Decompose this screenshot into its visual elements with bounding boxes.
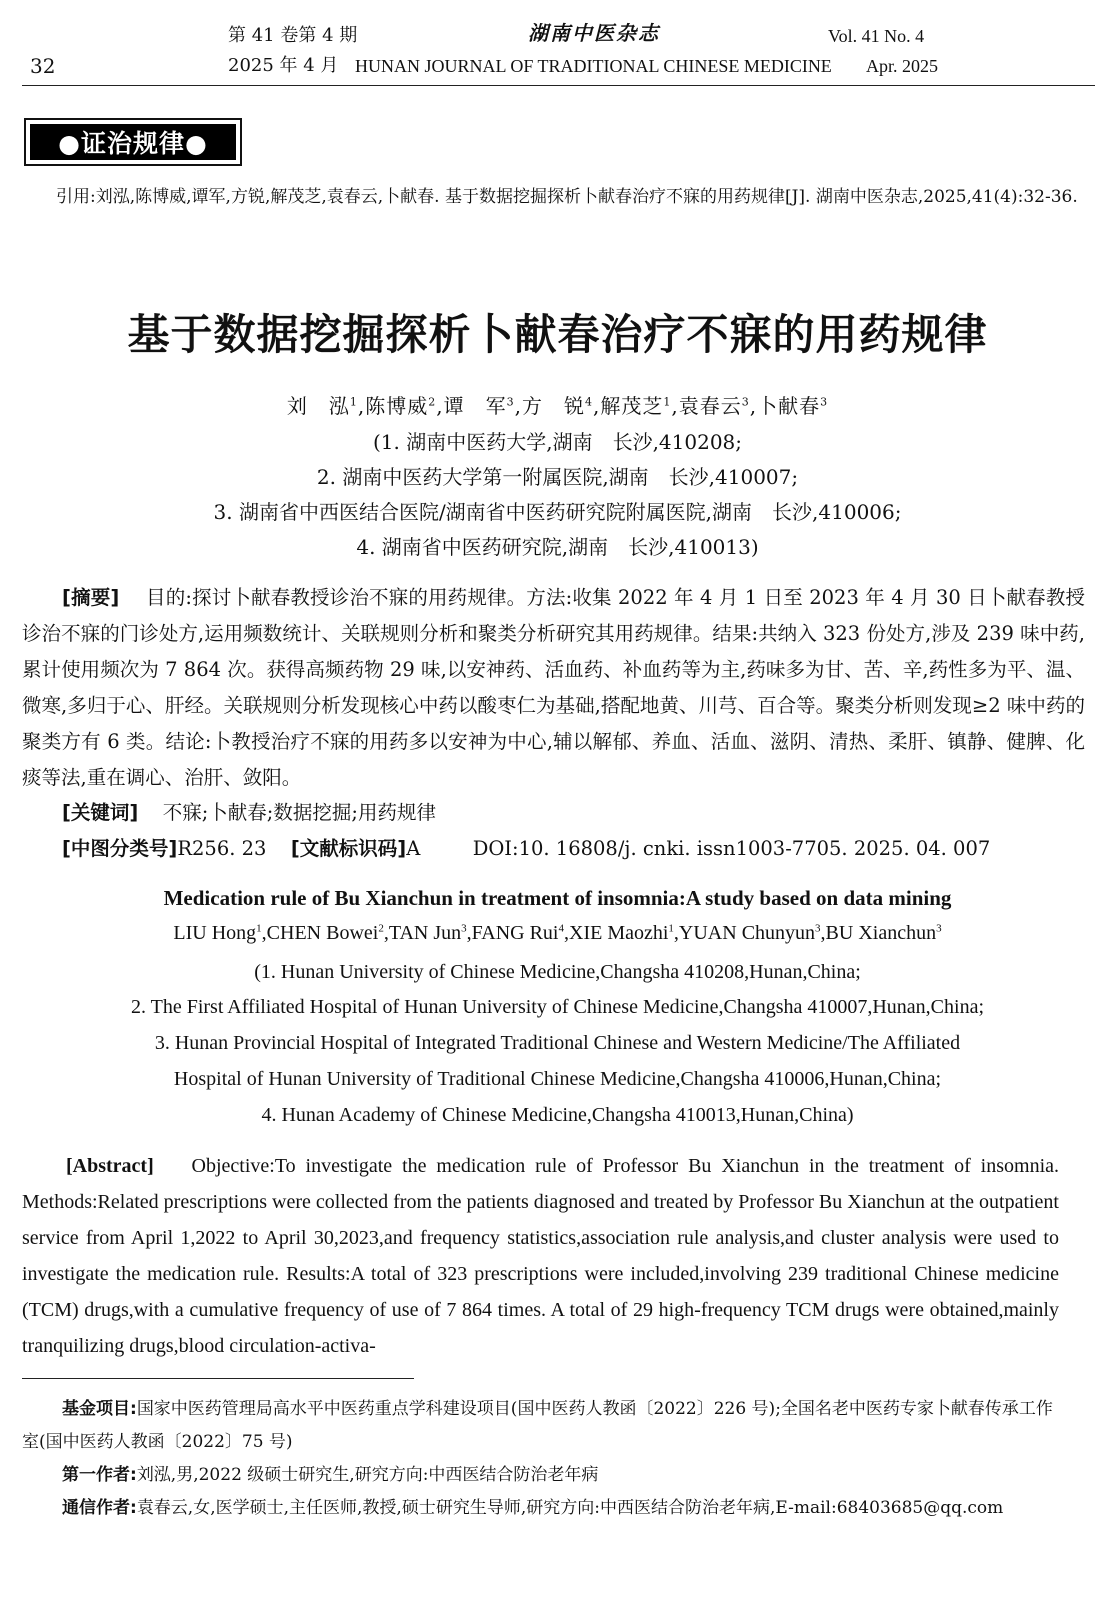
volume-en: Vol. 41 No. 4 (828, 26, 925, 46)
author-name: 方 锐 (522, 394, 585, 418)
author-affiliation-mark: 2 (378, 922, 384, 935)
author-separator: , (673, 922, 679, 944)
footnotes (22, 1393, 1059, 1525)
affiliation-cn-4: 4. 湖南省中医药研究院,湖南 长沙,410013) (356, 535, 759, 559)
author-name: 陈博威 (365, 394, 429, 418)
affiliation-en-1: (1. Hunan University of Chinese Medicine,Changsha 410208,Hunan,China; (254, 961, 861, 983)
author-affiliation-mark: 2 (428, 395, 437, 409)
affiliation-cn-2: 2. 湖南中医药大学第一附属医院,湖南 长沙,410007; (316, 465, 799, 489)
abstract-en-text: Objective:To investigate the medication rule of Professor Bu Xianchun in the treatment of insomnia. Methods:Related prescriptions were collected from the patients diagnosed and treated by Professor Bu Xianchun at the outpatient service from April 1,2022 to April 30,2023,and frequency statistics,association rule analysis,and cluster analysis were used to investigate the medication rule. Results:A total of 323 prescriptions were included,involving 239 traditional Chinese medicine (TCM) drugs,with a cumulative frequency of use of 7 864 times. A total of 29 high-frequency TCM drugs were obtained,mainly tranquilizing drugs,blood circulation-activa- (22, 1155, 1060, 1357)
author-name: 袁春云 (678, 394, 742, 418)
author-separator: , (514, 394, 522, 418)
keywords-label: [关键词] (62, 801, 139, 824)
author-separator: , (671, 394, 679, 418)
author-separator: , (749, 394, 758, 418)
affiliation-en-5: 4. Hunan Academy of Chinese Medicine,Changsha 410013,Hunan,China) (261, 1104, 854, 1126)
footnote-funding-text: 国家中医药管理局高水平中医药重点学科建设项目(国中医药人教函〔2022〕226 号);全国名老中医药专家卜献春传承工作室(国中医药人教函〔2022〕75 号) (22, 1399, 1053, 1452)
author-affiliation-mark: 3 (815, 922, 821, 935)
author-name: CHEN Bowei (266, 922, 379, 944)
author-affiliation-mark: 3 (936, 922, 942, 935)
author-name: 卜献春 (757, 394, 821, 418)
abstract-en-label: [Abstract] (66, 1155, 154, 1177)
keywords-text: 不寐;卜献春;数据挖掘;用药规律 (162, 801, 436, 824)
footnote-first-author (22, 1459, 1059, 1492)
author-name: 刘 泓 (286, 394, 350, 418)
volume-cn: 第 41 卷第 4 期 (228, 25, 358, 46)
author-affiliation-mark: 3 (461, 922, 467, 935)
author-name: LIU Hong (173, 922, 257, 944)
author-affiliation-mark: 3 (820, 395, 829, 409)
author-separator: , (261, 922, 267, 944)
author-affiliation-mark: 1 (668, 922, 674, 935)
author-separator: , (564, 922, 569, 944)
abstract-cn (22, 580, 1085, 796)
header-rule (22, 85, 1095, 86)
author-affiliation-mark: 4 (558, 922, 564, 935)
abstract-en (22, 1148, 1059, 1364)
date-en: Apr. 2025 (866, 56, 938, 76)
author-separator: , (436, 394, 444, 418)
keywords-cn (22, 795, 1085, 831)
doc-value: A (406, 837, 421, 860)
section-label-box (24, 118, 242, 166)
author-separator: , (383, 922, 389, 944)
journal-name-cn: 湖南中医杂志 (528, 21, 660, 45)
affiliation-en-2: 2. The First Affiliated Hospital of Hunan University of Chinese Medicine,Changsha 410007,Hunan,China; (130, 996, 985, 1018)
author-affiliation-mark: 1 (663, 395, 672, 409)
author-name: 谭 军 (443, 394, 507, 418)
doi: DOI:10. 16808/j. cnki. issn1003-7705. 2025. 04. 007 (472, 837, 991, 860)
author-separator: , (593, 394, 601, 418)
affiliation-en-3: 3. Hunan Provincial Hospital of Integrated Traditional Chinese and Western Medicine/The Affiliated (154, 1032, 961, 1054)
footnote-funding-label: 基金项目: (62, 1399, 137, 1419)
abstract-cn-text: 目的:探讨卜献春教授诊治不寐的用药规律。方法:收集 2022 年 4 月 1 日至 2023 年 4 月 30 日卜献春教授诊治不寐的门诊处方,运用频数统计、关联规则分析和聚类分析研究其用药规律。结果:共纳入 323 份处方,涉及 239 味中药,累计使用频次为 7 864 次。获得高频药物 29 味,以安神药、活血药、补血药等为主,药味多为甘、苦、辛,药性多为平、温、微寒,多归于心、肝经。关联规则分析发现核心中药以酸枣仁为基础,搭配地黄、川芎、百合等。聚类分析则发现≥2 味中药的聚类方有 6 类。结论:卜教授治疗不寐的用药多以安神为中心,辅以解郁、养血、活血、滋阴、清热、柔肝、镇静、健脾、化痰等法,重在调心、治肝、敛阳。 (22, 586, 1085, 789)
footnote-first-author-text: 刘泓,男,2022 级硕士研究生,研究方向:中西医结合防治老年病 (136, 1465, 599, 1485)
author-separator: , (357, 394, 366, 418)
footnote-rule (22, 1378, 414, 1379)
author-name: YUAN Chunyun (678, 922, 816, 944)
author-affiliation-mark: 1 (349, 395, 358, 409)
authors-en (0, 922, 1115, 945)
article-title-en: Medication rule of Bu Xianchun in treatment of insomnia:A study based on data mining (163, 886, 952, 910)
clc-value: R256. 23 (177, 837, 267, 860)
author-name: FANG Rui (471, 922, 559, 944)
journal-name-en: HUNAN JOURNAL OF TRADITIONAL CHINESE MEDICINE (355, 56, 832, 76)
footnote-funding (22, 1393, 1059, 1459)
doc-label: [文献标识码] (290, 837, 407, 860)
footnote-corresponding (22, 1492, 1059, 1525)
page-number: 32 (30, 54, 56, 78)
author-separator: , (466, 922, 472, 944)
footnote-first-author-label: 第一作者: (62, 1465, 137, 1485)
footnote-corresponding-text: 袁春云,女,医学硕士,主任医师,教授,硕士研究生导师,研究方向:中西医结合防治老年病,E-mail:68403685@qq.com (136, 1498, 1004, 1518)
author-affiliation-mark: 3 (741, 395, 750, 409)
authors-cn (0, 390, 1115, 419)
classification-line (22, 831, 1085, 867)
author-separator: , (820, 922, 826, 944)
author-name: XIE Maozhi (569, 922, 669, 944)
author-name: TAN Jun (388, 922, 462, 944)
abstract-cn-label: [摘要] (62, 586, 120, 609)
author-affiliation-mark: 1 (256, 922, 262, 935)
clc-label: [中图分类号] (62, 837, 178, 860)
affiliation-cn-1: (1. 湖南中医药大学,湖南 长沙,410208; (372, 430, 743, 454)
citation: 引用:刘泓,陈博威,谭军,方锐,解茂芝,袁春云,卜献春. 基于数据挖掘探析卜献春治疗不寐的用药规律[J]. 湖南中医杂志,2025,41(4):32-36. (56, 187, 1078, 207)
footnote-corresponding-label: 通信作者: (62, 1498, 137, 1518)
author-affiliation-mark: 4 (585, 395, 593, 409)
author-name: 解茂芝 (600, 394, 664, 418)
affiliation-en-4: Hospital of Hunan University of Traditional Chinese Medicine,Changsha 410006,Hunan,China; (173, 1068, 942, 1090)
affiliation-cn-3: 3. 湖南省中西医结合医院/湖南省中医药研究院附属医院,湖南 长沙,410006; (213, 500, 902, 524)
author-affiliation-mark: 3 (506, 395, 515, 409)
date-cn: 2025 年 4 月 (228, 55, 339, 76)
article-title-cn: 基于数据挖掘探析卜献春治疗不寐的用药规律 (127, 310, 988, 359)
section-label: ●证治规律● (30, 124, 236, 160)
author-name: BU Xianchun (825, 922, 937, 944)
